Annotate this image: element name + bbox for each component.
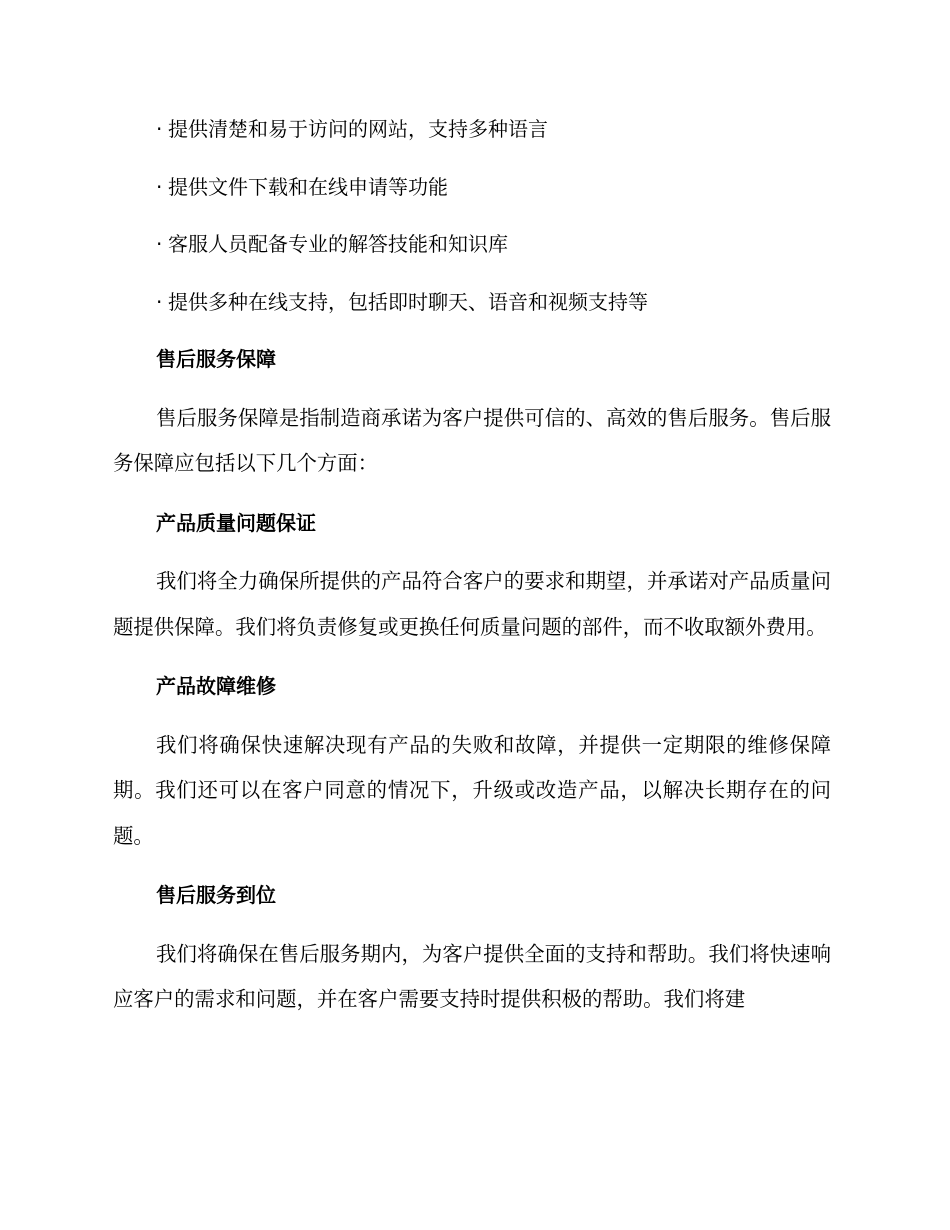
section-heading-quality-guarantee: 产品质量问题保证 [156,510,316,535]
bullet-item [113,166,831,224]
paragraph-service-in-place: 我们将确保在售后服务期内，为客户提供全面的支持和帮助。我们将快速响应客户的需求和问题，并在客户需要支持时提供积极的帮助。我们将建 [113,941,831,1011]
bullet-marker: · [156,289,163,314]
bullet-item [113,223,831,281]
paragraph-quality-guarantee: 我们将全力确保所提供的产品符合客户的要求和期望，并承诺对产品质量问题提供保障。我们将负责修复或更换任何质量问题的部件，而不收取额外费用。 [113,569,831,639]
bullet-item [113,108,831,166]
bullet-item [113,281,831,339]
bullet-marker: · [156,117,163,141]
bullet-text: 提供文件下载和在线申请等功能 [168,174,448,199]
feature-bullet-list [113,108,831,338]
bullet-text: 提供多种在线支持，包括即时聊天、语音和视频支持等 [168,289,648,314]
paragraph-after-sales-guarantee: 售后服务保障是指制造商承诺为客户提供可信的、高效的售后服务。售后服务保障应包括以下几个方面： [113,405,831,475]
section-heading-after-sales-guarantee: 售后服务保障 [156,347,276,371]
section-heading-fault-repair: 产品故障维修 [156,674,276,698]
section-heading-service-in-place: 售后服务到位 [156,883,276,907]
bullet-text: 提供清楚和易于访问的网站，支持多种语言 [168,117,548,141]
bullet-text: 客服人员配备专业的解答技能和知识库 [168,232,508,256]
bullet-marker: · [156,174,163,199]
document-content [113,108,831,1038]
paragraph-fault-repair: 我们将确保快速解决现有产品的失败和故障，并提供一定期限的维修保障期。我们还可以在客户同意的情况下，升级或改造产品，以解决长期存在的问题。 [113,732,831,848]
bullet-marker: · [156,232,163,256]
